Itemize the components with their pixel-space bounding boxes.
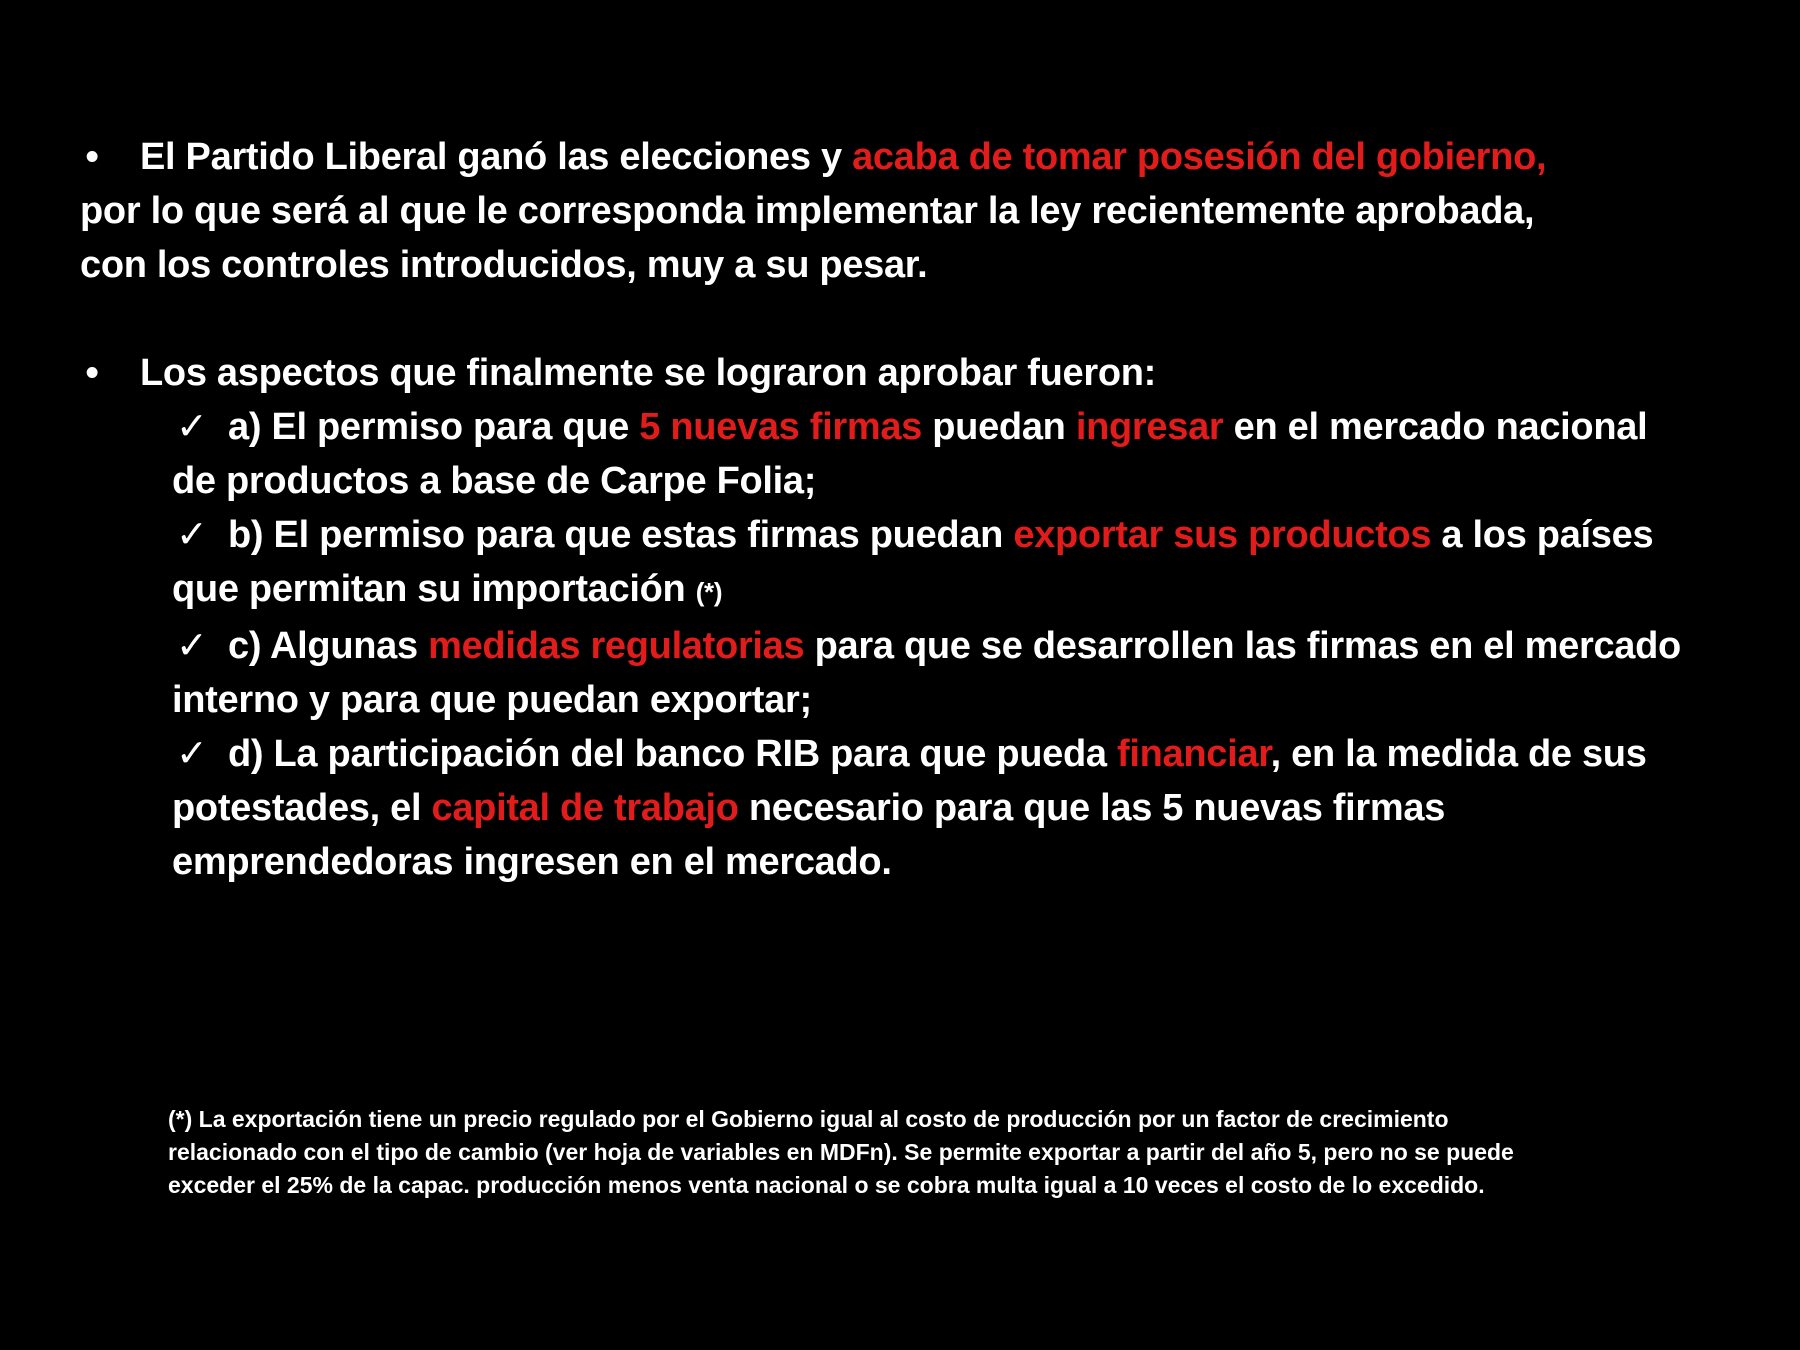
bullet-election-text: El Partido Liberal ganó las elecciones y bbox=[140, 136, 853, 178]
slide-content bbox=[80, 130, 1740, 889]
aspect-a-text: a) El permiso para que bbox=[228, 406, 640, 448]
aspect-d-highlight-capital: capital de trabajo bbox=[431, 787, 739, 829]
checkmark-icon: ✓ bbox=[176, 514, 208, 556]
aspect-c-continuation: interno y para que puedan exportar; bbox=[172, 679, 812, 721]
checkmark-icon: ✓ bbox=[176, 406, 208, 448]
aspect-item-c bbox=[172, 619, 1740, 727]
aspect-a-highlight-enter: ingresar bbox=[1075, 406, 1224, 448]
aspect-b-continuation-text: que permitan su importación bbox=[172, 568, 696, 610]
bullet-election bbox=[80, 130, 1740, 292]
bullet-election-highlight: acaba de tomar posesión del gobierno, bbox=[852, 136, 1547, 178]
aspect-c-text: c) Algunas bbox=[228, 625, 429, 667]
aspect-a-text-3: en el mercado nacional bbox=[1223, 406, 1648, 448]
bullet-approved-aspects bbox=[80, 346, 1740, 889]
footnote-line-2: relacionado con el tipo de cambio (ver hoja de variables en MDFn). Se permite exportar a partir del año 5, pero no se puede bbox=[168, 1139, 1514, 1165]
aspect-c-highlight-measures: medidas regulatorias bbox=[428, 625, 805, 667]
checkmark-icon: ✓ bbox=[176, 733, 208, 775]
bullet-dot-icon: • bbox=[85, 136, 99, 178]
aspect-item-a bbox=[172, 400, 1740, 508]
aspect-b-text: b) El permiso para que estas firmas puedan bbox=[228, 514, 1014, 556]
aspect-b-text-2: a los países bbox=[1431, 514, 1654, 556]
aspect-d-cont-text-2: necesario para que las 5 nuevas firmas bbox=[738, 787, 1446, 829]
aspect-d-cont-text: potestades, el bbox=[172, 787, 432, 829]
bullet-election-line-2: por lo que será al que le corresponda implementar la ley recientemente aprobada, bbox=[80, 190, 1535, 232]
bullet-approved-intro-text: Los aspectos que finalmente se lograron aprobar fueron: bbox=[140, 352, 1157, 394]
aspect-d-text-2: , en la medida de sus bbox=[1270, 733, 1647, 775]
aspect-a-continuation: de productos a base de Carpe Folia; bbox=[172, 460, 817, 502]
bullet-election-line-3: con los controles introducidos, muy a su pesar. bbox=[80, 244, 928, 286]
footnote bbox=[168, 1103, 1628, 1202]
aspect-item-b bbox=[172, 508, 1740, 619]
footnote-line-3: exceder el 25% de la capac. producción menos venta nacional o se cobra multa igual a 10 veces el costo de lo excedido. bbox=[168, 1172, 1485, 1198]
aspect-a-highlight-firms: 5 nuevas firmas bbox=[639, 406, 922, 448]
aspect-d-continuation bbox=[172, 781, 1740, 835]
footnote-line-1: (*) La exportación tiene un precio regulado por el Gobierno igual al costo de producción por un factor de crecimiento bbox=[168, 1106, 1449, 1132]
aspect-b-continuation bbox=[172, 562, 1740, 619]
aspects-list bbox=[172, 400, 1740, 889]
aspect-c-text-2: para que se desarrollen las firmas en el mercado bbox=[804, 625, 1681, 667]
bullet-dot-icon: • bbox=[85, 352, 99, 394]
aspect-d-continuation-2: emprendedoras ingresen en el mercado. bbox=[172, 841, 892, 883]
aspect-item-d bbox=[172, 727, 1740, 889]
aspect-a-text-2: puedan bbox=[922, 406, 1076, 448]
checkmark-icon: ✓ bbox=[176, 625, 208, 667]
bullet-election-line-1 bbox=[80, 130, 1740, 184]
aspect-d-text: d) La participación del banco RIB para que pueda bbox=[228, 733, 1118, 775]
aspect-b-highlight-export: exportar sus productos bbox=[1013, 514, 1432, 556]
footnote-marker: (*) bbox=[695, 577, 723, 607]
aspect-d-highlight-finance: financiar bbox=[1117, 733, 1271, 775]
bullet-approved-intro bbox=[80, 346, 1740, 400]
